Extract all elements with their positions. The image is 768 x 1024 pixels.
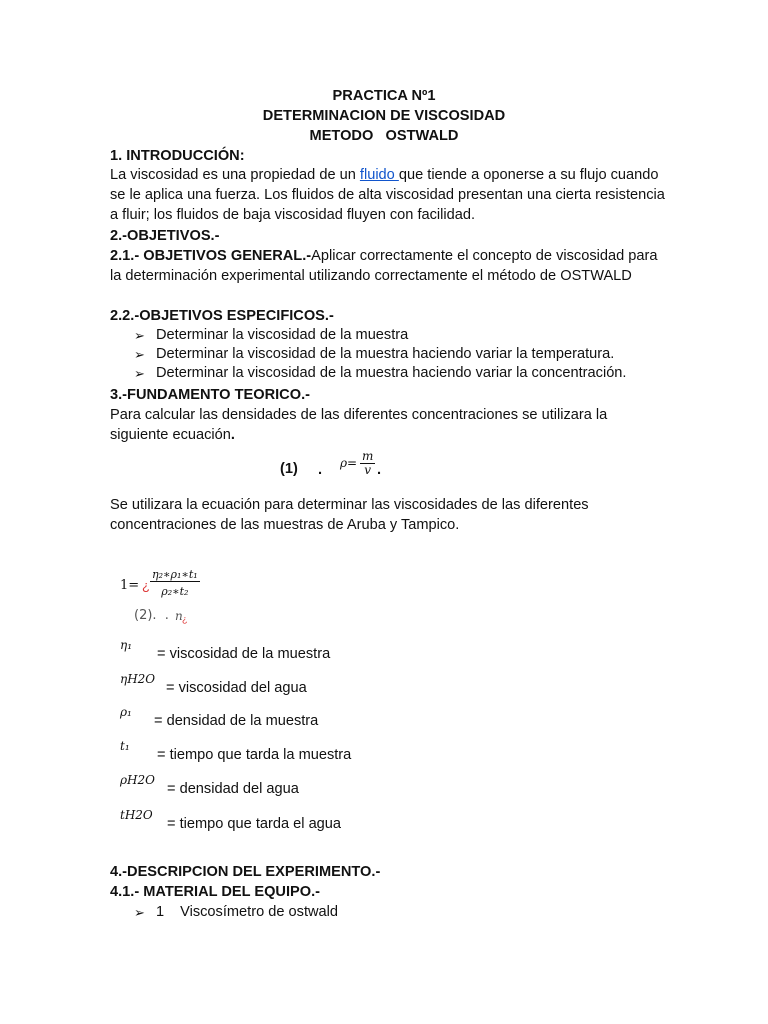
material-heading: 4.1.- MATERIAL DEL EQUIPO.- — [110, 884, 321, 900]
equation-2-label: (2). . — [134, 608, 169, 623]
definition-text: = tiempo que tarda el agua — [167, 816, 342, 832]
definition-text: = densidad del agua — [167, 781, 299, 797]
specific-objectives-list — [134, 326, 626, 383]
equation-1-label: (1) — [280, 461, 298, 477]
list-item-text: Determinar la viscosidad de la muestra haciendo variar la temperatura. — [156, 346, 615, 362]
general-objective-paragraph — [110, 246, 668, 286]
definition-symbol: ηH2O — [120, 672, 156, 686]
list-item — [134, 326, 626, 345]
fluido-link[interactable]: fluido — [359, 167, 399, 183]
theory-heading: 3.-FUNDAMENTO TEORICO.- — [110, 387, 310, 403]
material-name: Viscosímetro de ostwald — [180, 904, 339, 920]
list-item — [134, 903, 338, 922]
equation-1-dot: . — [318, 462, 323, 478]
equation-2-denominator: ρ₂∗t₂ — [161, 585, 189, 598]
definition-text: = viscosidad del agua — [166, 680, 307, 696]
theory-paragraph — [110, 405, 668, 445]
definition-symbol: tH2O — [120, 808, 153, 822]
definition-text: = viscosidad de la muestra — [157, 646, 331, 662]
intro-text-end: que tiende a oponerse a su flujo cuando se le aplica una fuerza. Los fluidos de alta viscosidad presentan una cierta resistencia a fluir; los fluidos de baja viscosidad fluyen con facilidad. — [110, 167, 665, 223]
equation-1-end: . — [377, 462, 382, 478]
equation-2-tail: n — [175, 609, 183, 623]
intro-paragraph — [110, 165, 668, 225]
equation-2-fraction — [150, 568, 200, 598]
equation-1-fraction — [360, 450, 375, 477]
theory-paragraph-2: Se utilizara la ecuación para determinar las viscosidades de las diferentes concentraciones de las muestras de Aruba y Tampico. — [110, 497, 589, 533]
theory-text-end: . — [230, 427, 235, 443]
arrow-bullet-icon: ➢ — [134, 347, 145, 362]
definition-symbol: η₁ — [120, 638, 132, 652]
definition-symbol: ρ₁ — [120, 705, 132, 719]
equation-2-lhs: 1= — [120, 578, 140, 593]
material-qty: 1 — [156, 904, 165, 920]
general-objective-text: Aplicar correctamente el concepto de viscosidad para la determinación experimental utilizando correctamente el método de OSTWALD — [110, 248, 658, 284]
title-line-1: PRACTICA Nº1 — [332, 88, 436, 104]
intro-text-start: La viscosidad es una propiedad de un — [110, 167, 360, 183]
arrow-bullet-icon: ➢ — [134, 328, 145, 343]
general-objective-label: 2.1.- OBJETIVOS GENERAL.- — [110, 248, 312, 264]
equation-1-denominator: v — [364, 463, 372, 477]
equation-1-numerator: m — [362, 449, 374, 463]
material-list — [134, 903, 338, 922]
equation-1-lhs: ρ= — [340, 456, 358, 470]
equation-2-tail-mark: ¿ — [182, 614, 188, 624]
arrow-bullet-icon: ➢ — [134, 905, 145, 920]
equation-2-mark: ¿ — [142, 578, 150, 593]
definition-text: = tiempo que tarda la muestra — [157, 747, 352, 763]
list-item-text: Determinar la viscosidad de la muestra — [156, 327, 409, 343]
title-line-2: DETERMINACION DE VISCOSIDAD — [262, 108, 506, 124]
equation-2 — [120, 568, 280, 628]
arrow-bullet-icon: ➢ — [134, 366, 145, 381]
objectives-heading: 2.-OBJETIVOS.- — [110, 228, 220, 244]
list-item — [134, 364, 626, 383]
intro-heading: 1. INTRODUCCIÓN: — [110, 148, 245, 164]
title-line-3: METODO OSTWALD — [309, 128, 459, 144]
definition-symbol: ρH2O — [120, 773, 155, 787]
definition-text: = densidad de la muestra — [154, 713, 319, 729]
specific-objectives-heading: 2.2.-OBJETIVOS ESPECIFICOS.- — [110, 308, 334, 324]
list-item-text: Determinar la viscosidad de la muestra haciendo variar la concentración. — [156, 365, 627, 381]
equation-2-numerator: η₂∗ρ₁∗t₁ — [152, 568, 198, 581]
experiment-heading: 4.-DESCRIPCION DEL EXPERIMENTO.- — [110, 864, 381, 880]
theory-text: Para calcular las densidades de las diferentes concentraciones se utilizara la siguiente ecuación — [110, 407, 608, 443]
definition-symbol: t₁ — [120, 739, 130, 753]
list-item — [134, 345, 626, 364]
